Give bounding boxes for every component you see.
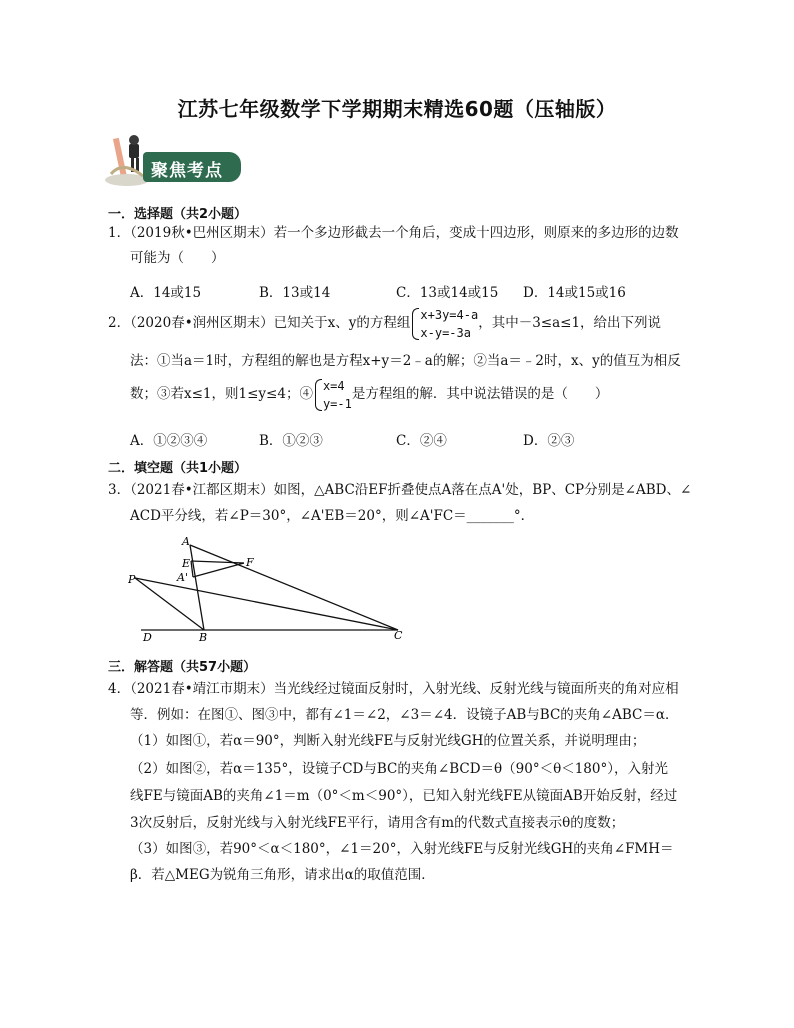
q2-line3-post: 是方程组的解．其中说法错误的是（ ） (351, 386, 609, 403)
label-p: P (128, 573, 136, 586)
section-heading-answer: 三．解答题（共57小题） (108, 660, 257, 675)
q2-solution-system (313, 377, 352, 413)
q2-option-c: C．②④ (396, 433, 447, 449)
q4-line3: （1）如图①，若α＝90°，判断入射光线FE与反射光线GH的位置关系，并说明理由； (130, 733, 646, 749)
label-b: B (199, 631, 208, 644)
q2-eq1: x+3y=4-a (420, 308, 479, 322)
q1-option-d: D．14或15或16 (523, 285, 626, 301)
q2-line1-pre: 2．（2020春•润州区期末）已知关于x、y的方程组 (108, 315, 411, 332)
label-e: E (182, 557, 191, 570)
q4-line1: 4．（2021春•靖江市期末）当光线经过镜面反射时，入射光线、反射光线与镜面所夹的角对应相 (108, 681, 679, 697)
q3-line1: 3．（2021春•江都区期末）如图，△ABC沿EF折叠使点A落在点A'处，BP、CP分别是∠ABD、∠ (108, 482, 692, 498)
section-heading-fill: 二．填空题（共1小题） (108, 461, 248, 476)
q2-line3-pre: 数；③若x≤1，则1≤y≤4；④ (130, 386, 313, 403)
q2-line1 (108, 306, 661, 342)
q1-option-c: C．13或14或15 (396, 285, 499, 301)
focus-badge (103, 130, 243, 190)
label-c: C (394, 629, 403, 642)
q2-sol-y: y=-1 (322, 397, 352, 411)
q4-line5: 线FE与镜面AB的夹角∠1＝m（0°＜m＜90°），已知入射光线FE从镜面AB开始反射，经过 (130, 788, 678, 804)
label-f: F (246, 556, 254, 569)
q4-line6: 3次反射后，反射光线与入射光线FE平行，请用含有m的代数式直接表示θ的度数； (130, 815, 625, 831)
label-d: D (143, 631, 152, 644)
q2-eq2: x-y=-3a (420, 326, 471, 340)
q3-triangle-figure (128, 533, 418, 645)
q2-line3 (130, 377, 608, 413)
q3-line2: ACD平分线，若∠P＝30°，∠A'EB＝20°，则∠A'FC＝_______°． (130, 508, 535, 524)
document-title: 江苏七年级数学下学期期末精选60题（压轴版） (177, 97, 617, 121)
label-a-prime: A' (177, 571, 188, 584)
q2-option-b: B．①②③ (259, 433, 323, 449)
q2-line2: 法：①当a＝1时，方程组的解也是方程x+y＝2﹣a的解；②当a＝﹣2时，x、y的值互为相反 (130, 353, 681, 369)
q4-line4: （2）如图②，若α＝135°，设镜子CD与BC的夹角∠BCD＝θ（90°＜θ＜180°），入射光 (130, 761, 668, 777)
q2-equation-system (410, 306, 478, 342)
q2-option-a: A．①②③④ (130, 433, 208, 449)
section-heading-choice: 一．选择题（共2小题） (108, 207, 248, 222)
label-a: A (182, 535, 190, 548)
q1-line1: 1．（2019秋•巴州区期末）若一个多边形截去一个角后，变成十四边形，则原来的多边形的边数 (108, 225, 679, 241)
q2-sol-x: x=4 (322, 379, 345, 393)
q1-option-b: B．13或14 (259, 285, 331, 301)
q4-line2: 等．例如：在图①、图③中，都有∠1＝∠2，∠3＝∠4．设镜子AB与BC的夹角∠ABC＝α． (130, 707, 679, 723)
q1-line2: 可能为（ ） (130, 250, 225, 266)
q4-line7: （3）如图③，若90°＜α＜180°，∠1＝20°，入射光线FE与反射光线GH的夹角∠FMH＝ (130, 841, 674, 857)
q4-line8: β．若△MEG为锐角三角形，请求出α的取值范围． (130, 867, 435, 883)
q2-line1-post: ，其中－3≤a≤1，给出下列说 (478, 315, 662, 332)
q2-option-d: D．②③ (523, 433, 575, 449)
q1-option-a: A．14或15 (130, 285, 202, 301)
badge-label: 聚焦考点 (151, 161, 223, 181)
